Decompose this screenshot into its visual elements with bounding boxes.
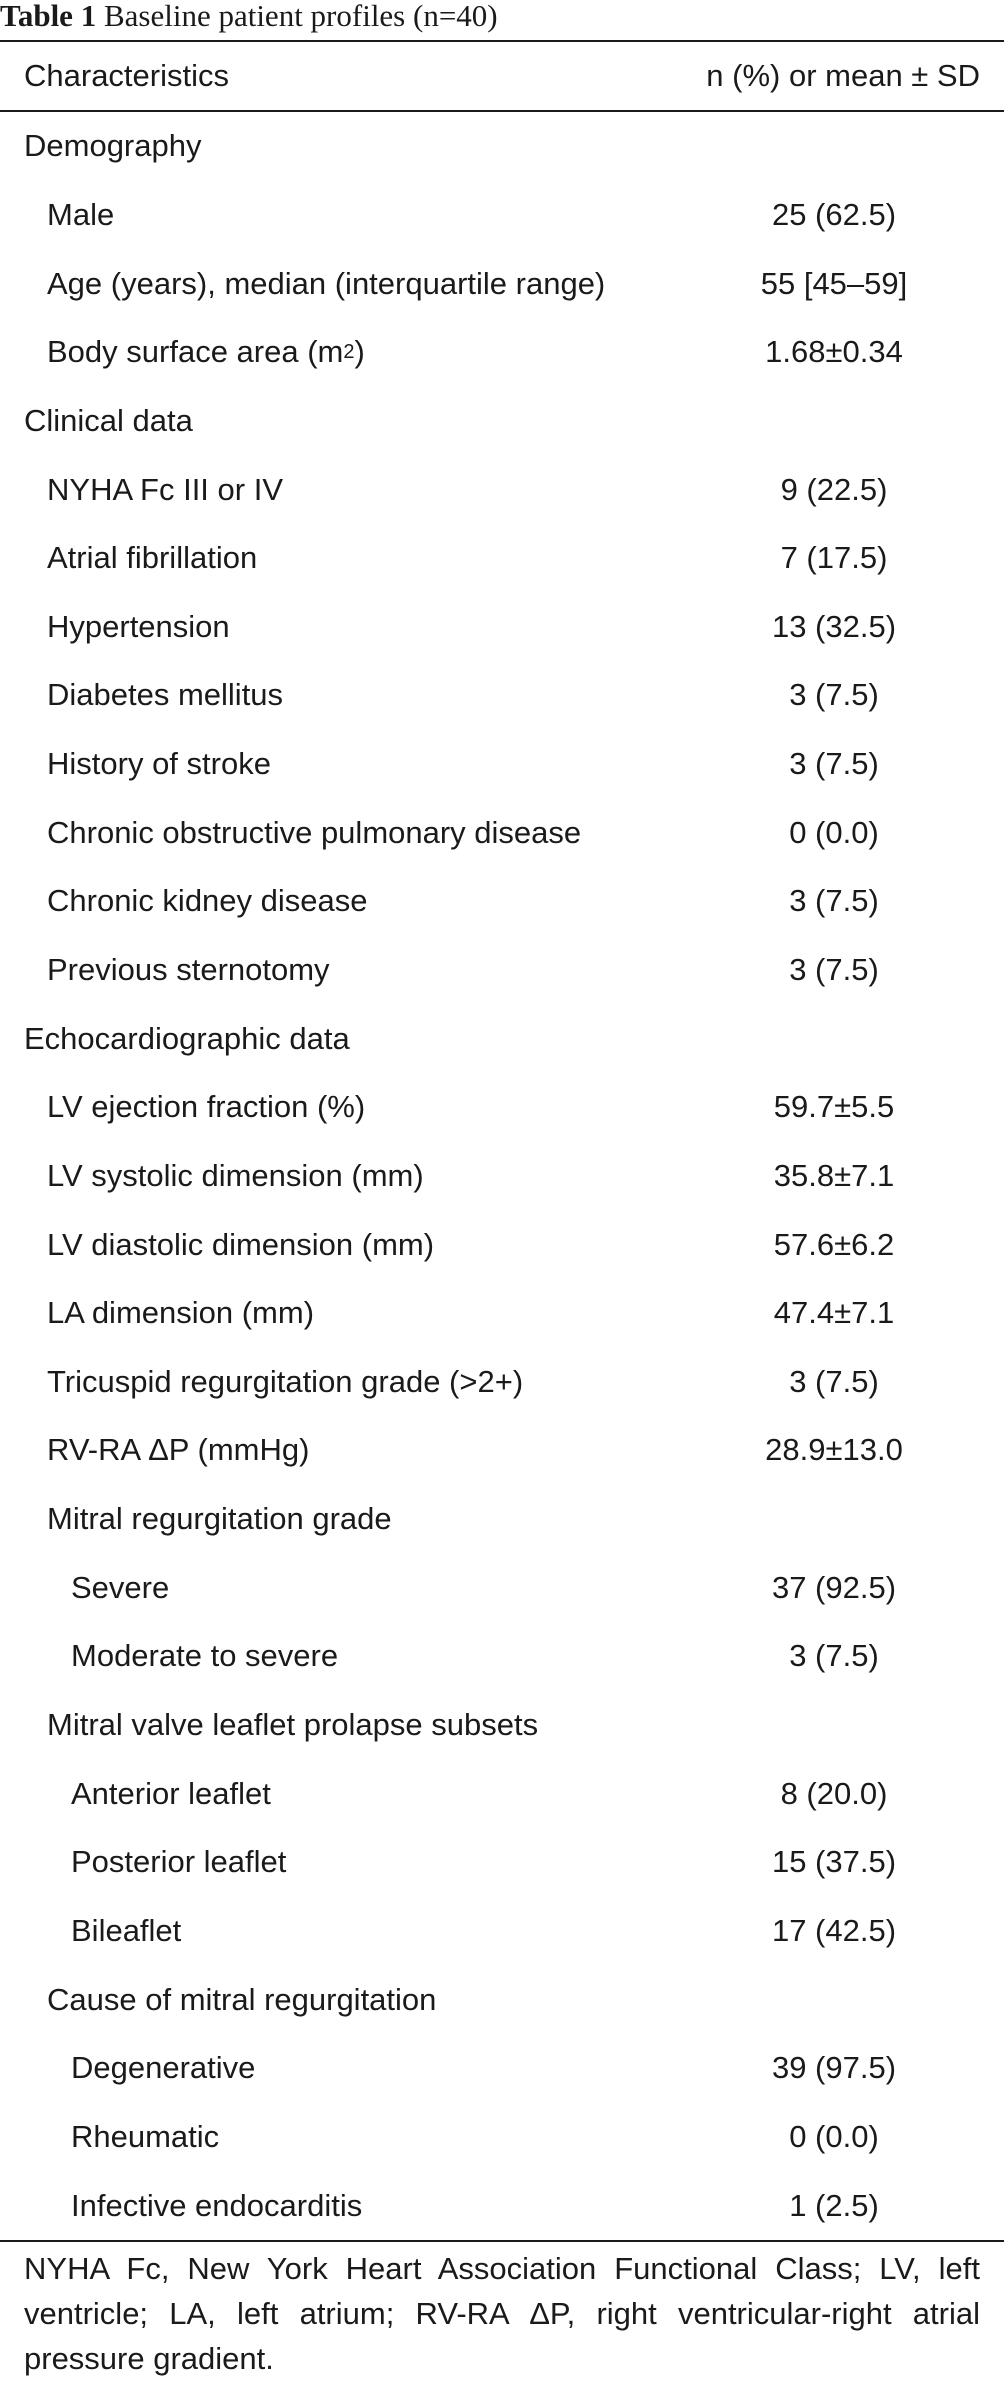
row-value: 37 (92.5)	[771, 1569, 897, 1605]
row-value: 9 (22.5)	[780, 471, 888, 507]
row-value: 28.9±13.0	[765, 1432, 903, 1468]
section-row	[0, 112, 1004, 181]
row-value: 13 (32.5)	[771, 608, 897, 644]
table-row	[0, 1142, 1004, 1211]
bottom-rule	[0, 2240, 1004, 2242]
table-row	[0, 249, 1004, 318]
table-row	[0, 524, 1004, 593]
table-row	[0, 1073, 1004, 1142]
table-row	[0, 318, 1004, 387]
row-label: Moderate to severe	[71, 1638, 339, 1674]
row-label-text: Body surface area (m	[47, 334, 344, 370]
row-label: Infective endocarditis	[71, 2187, 363, 2223]
row-label-suffix: )	[354, 334, 365, 370]
row-label: Anterior leaflet	[71, 1775, 271, 1811]
header-characteristics: Characteristics	[24, 58, 229, 93]
subgroup-title: Mitral valve leaflet prolapse subsets	[47, 1707, 539, 1743]
table-title: Baseline patient profiles (n=40)	[103, 0, 498, 33]
row-label: LV diastolic dimension (mm)	[47, 1226, 435, 1262]
row-label: Diabetes mellitus	[47, 677, 284, 713]
row-label: Male	[47, 196, 115, 232]
table-row	[0, 1897, 1004, 1966]
table-caption	[0, 0, 498, 40]
subgroup-title: Mitral regurgitation grade	[47, 1501, 392, 1537]
section-title: Demography	[24, 128, 202, 164]
table-row	[0, 1759, 1004, 1828]
row-value: 1.68±0.34	[765, 334, 903, 370]
row-label: Rheumatic	[71, 2118, 220, 2154]
row-label: Chronic kidney disease	[47, 883, 368, 919]
subgroup-row	[0, 1485, 1004, 1554]
table-row	[0, 1553, 1004, 1622]
table-row	[0, 1622, 1004, 1691]
table-row	[0, 2171, 1004, 2240]
row-label: Bileaflet	[71, 1912, 182, 1948]
table-number: Table 1	[0, 0, 97, 33]
table-row	[0, 181, 1004, 250]
row-value: 3 (7.5)	[789, 746, 879, 782]
table-footnote: NYHA Fc, New York Heart Association Functional Class; LV, left ventricle; LA, left atrium; RV-RA ΔP, right ventricular-right atrial pressure gradient.	[24, 2251, 980, 2376]
row-value: 17 (42.5)	[771, 1912, 897, 1948]
section-title: Clinical data	[24, 402, 193, 438]
row-label: Degenerative	[71, 2050, 256, 2086]
row-label: Age (years), median (interquartile range)	[47, 265, 606, 301]
row-value: 25 (62.5)	[771, 196, 897, 232]
row-value: 3 (7.5)	[789, 1638, 879, 1674]
row-value: 3 (7.5)	[789, 952, 879, 987]
row-value: 3 (7.5)	[789, 677, 879, 713]
row-label: Tricuspid regurgitation grade (>2+)	[47, 1363, 524, 1399]
row-label: RV-RA ΔP (mmHg)	[47, 1432, 310, 1468]
row-value: 8 (20.0)	[780, 1775, 888, 1811]
table-row	[0, 455, 1004, 524]
table-row	[0, 1416, 1004, 1485]
row-label: LV systolic dimension (mm)	[47, 1157, 424, 1193]
table-row	[0, 1828, 1004, 1897]
subgroup-title: Cause of mitral regurgitation	[47, 1981, 437, 2017]
row-value: 3 (7.5)	[789, 883, 879, 919]
subgroup-row	[0, 1691, 1004, 1760]
table-row	[0, 730, 1004, 799]
row-label: Severe	[71, 1569, 170, 1605]
row-label: Chronic obstructive pulmonary disease	[47, 814, 582, 850]
row-value: 0 (0.0)	[789, 814, 879, 850]
row-value: 47.4±7.1	[773, 1295, 895, 1331]
row-label: Previous sternotomy	[47, 952, 330, 987]
table-row	[0, 936, 1004, 1005]
row-value: 35.8±7.1	[773, 1157, 895, 1193]
row-label: Posterior leaflet	[71, 1844, 287, 1880]
section-title: Echocardiographic data	[24, 1020, 350, 1056]
table-row	[0, 1279, 1004, 1348]
row-value: 15 (37.5)	[771, 1844, 897, 1880]
row-value: 39 (97.5)	[771, 2050, 897, 2086]
table-row	[0, 592, 1004, 661]
section-row	[0, 387, 1004, 456]
table-row	[0, 798, 1004, 867]
table-row	[0, 2034, 1004, 2103]
row-label: Atrial fibrillation	[47, 540, 258, 576]
table-row	[0, 1348, 1004, 1417]
row-value: 3 (7.5)	[789, 1363, 879, 1399]
header-values: n (%) or mean ± SD	[706, 58, 980, 93]
subgroup-row	[0, 1965, 1004, 2034]
table-body	[0, 112, 1004, 2240]
row-value: 1 (2.5)	[789, 2187, 879, 2223]
row-value: 57.6±6.2	[773, 1226, 895, 1262]
row-value: 55 [45–59]	[760, 265, 908, 301]
table-row	[0, 867, 1004, 936]
row-label: Hypertension	[47, 608, 230, 644]
row-label: LA dimension (mm)	[47, 1295, 315, 1331]
row-value: 7 (17.5)	[780, 540, 888, 576]
row-label: NYHA Fc III or IV	[47, 471, 283, 507]
row-value: 0 (0.0)	[789, 2118, 879, 2154]
table-row	[0, 2103, 1004, 2172]
row-value: 59.7±5.5	[773, 1089, 895, 1125]
row-label: Body surface area (m 2 )	[47, 334, 365, 370]
table-row	[0, 661, 1004, 730]
row-label: LV ejection fraction (%)	[47, 1089, 366, 1125]
table-header	[0, 42, 1004, 110]
section-row	[0, 1004, 1004, 1073]
row-label: History of stroke	[47, 746, 271, 782]
table-row	[0, 1210, 1004, 1279]
